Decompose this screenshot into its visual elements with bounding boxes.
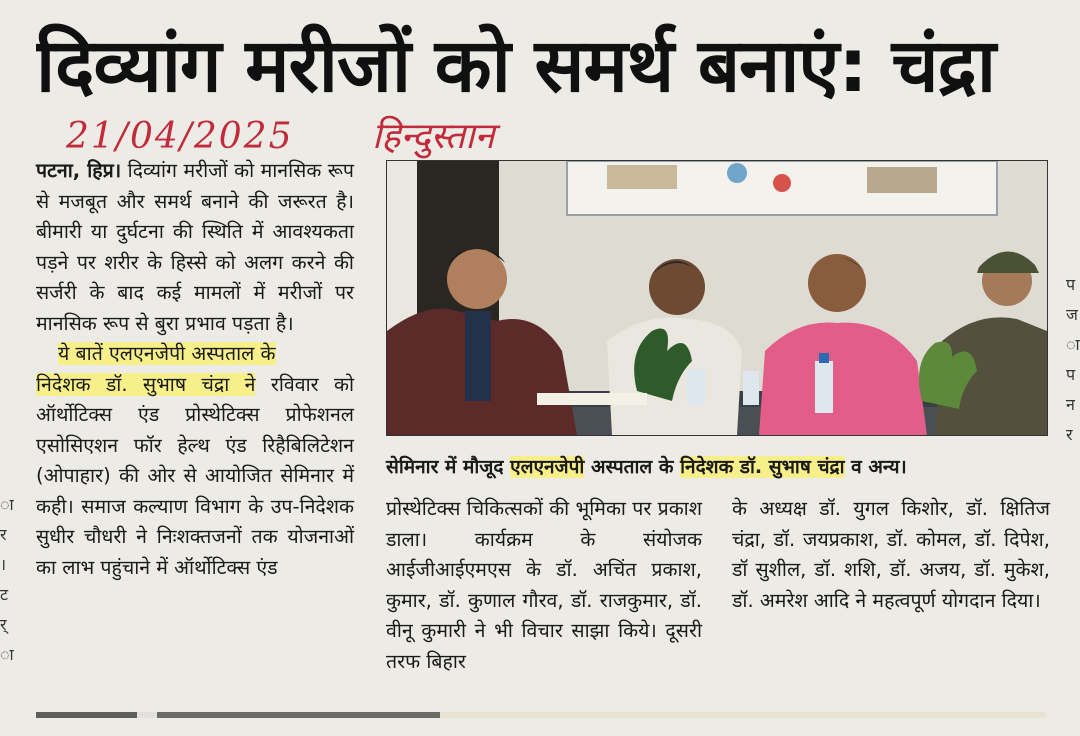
dateline: पटना, हिप्र। xyxy=(36,159,122,182)
margin-fragment: ट xyxy=(0,585,9,604)
margin-fragment: र् xyxy=(0,615,7,634)
caption-highlight: निदेशक डॉ. सुभाष चंद्रा xyxy=(680,456,845,478)
margin-fragment: र xyxy=(0,525,7,544)
paragraph-2 xyxy=(36,339,354,370)
seminar-photo-illustration xyxy=(387,161,1047,435)
caption-highlight: एलएनजेपी xyxy=(510,456,585,478)
article-column-3 xyxy=(732,494,1050,616)
margin-fragment: ज xyxy=(1066,305,1078,324)
headline: दिव्यांग मरीजों को समर्थ बनाएं: चंद्रा xyxy=(36,23,996,109)
handwritten-newspaper-name: हिन्दुस्तान xyxy=(372,116,495,157)
paragraph-1 xyxy=(36,156,354,339)
margin-fragment: र xyxy=(1066,425,1073,444)
photo-caption xyxy=(386,450,1066,484)
seminar-photo xyxy=(386,160,1048,436)
caption-middle: अस्पताल के xyxy=(590,456,674,478)
highlighted-text: ये बातें एलएनजेपी अस्पताल के xyxy=(58,342,276,365)
margin-fragment: प xyxy=(1066,365,1076,384)
column-3-text: के अध्यक्ष डॉ. युगल किशोर, डॉ. क्षितिज चंद्रा, डॉ. जयप्रकाश, डॉ. कोमल, डॉ. दिपेश, डॉ सुशील, डॉ. शशि, डॉ. अजय, डॉ. मुकेश, डॉ. अमरेश आदि ने महत्वपूर्ण योगदान दिया। xyxy=(732,497,1050,612)
right-margin-fragments xyxy=(1066,270,1080,690)
highlighted-text: निदेशक डॉ. सुभाष चंद्रा ने xyxy=(36,372,256,396)
margin-fragment: प xyxy=(1066,275,1076,294)
caption-lead: सेमिनार में मौजूद xyxy=(386,456,504,478)
article-column-2 xyxy=(386,494,702,677)
paragraph-1-text: दिव्यांग मरीजों को मानसिक रूप से मजबूत और समर्थ बनाने की जरूरत है। बीमारी या दुर्घटना की स्थिति में आवश्यकता पड़ने पर शरीर के हिस्से को अलग करने की सर्जरी के बाद कई मामलों में मरीजों पर मानसिक रूप से बुरा प्रभाव पड़ता है। xyxy=(36,159,354,335)
handwritten-date: 21/04/2025 xyxy=(66,116,294,157)
caption-tail: व अन्य। xyxy=(851,456,907,478)
margin-fragment: ा xyxy=(1066,335,1080,354)
column-2-text: प्रोस्थेटिक्स चिकित्सकों की भूमिका पर प्रकाश डाला। कार्यक्रम के संयोजक आईजीआईएमएस के डॉ. अचिंत प्रकाश, कुमार, डॉ. कुणाल गौरव, डॉ. राजकुमार, डॉ. वीनू कुमारी ने भी विचार साझा किये। दूसरी तरफ बिहार xyxy=(386,497,702,673)
article-column-1 xyxy=(36,156,354,583)
margin-fragment: ा xyxy=(0,645,14,664)
margin-fragment: ा xyxy=(0,495,14,514)
left-margin-fragments xyxy=(0,150,14,710)
paragraph-2-text: रविवार को ऑर्थोटिक्स एंड प्रोस्थेटिक्स प्रोफेशनल एसोसिएशन फॉर हेल्थ एंड रिहैबिलिटेशन (ओपाहार) की ओर से आयोजित सेमिनार में कही। समाज कल्याण विभाग के उप-निदेशक सुधीर चौधरी ने निःशक्तजनों तक योजनाओं का लाभ पहुंचाने में ऑर्थोटिक्स एंड xyxy=(36,372,355,579)
margin-fragment: । xyxy=(0,555,7,574)
margin-fragment: न xyxy=(1066,395,1075,414)
bottom-rule xyxy=(36,712,1046,718)
paragraph-2-continued xyxy=(36,370,354,584)
